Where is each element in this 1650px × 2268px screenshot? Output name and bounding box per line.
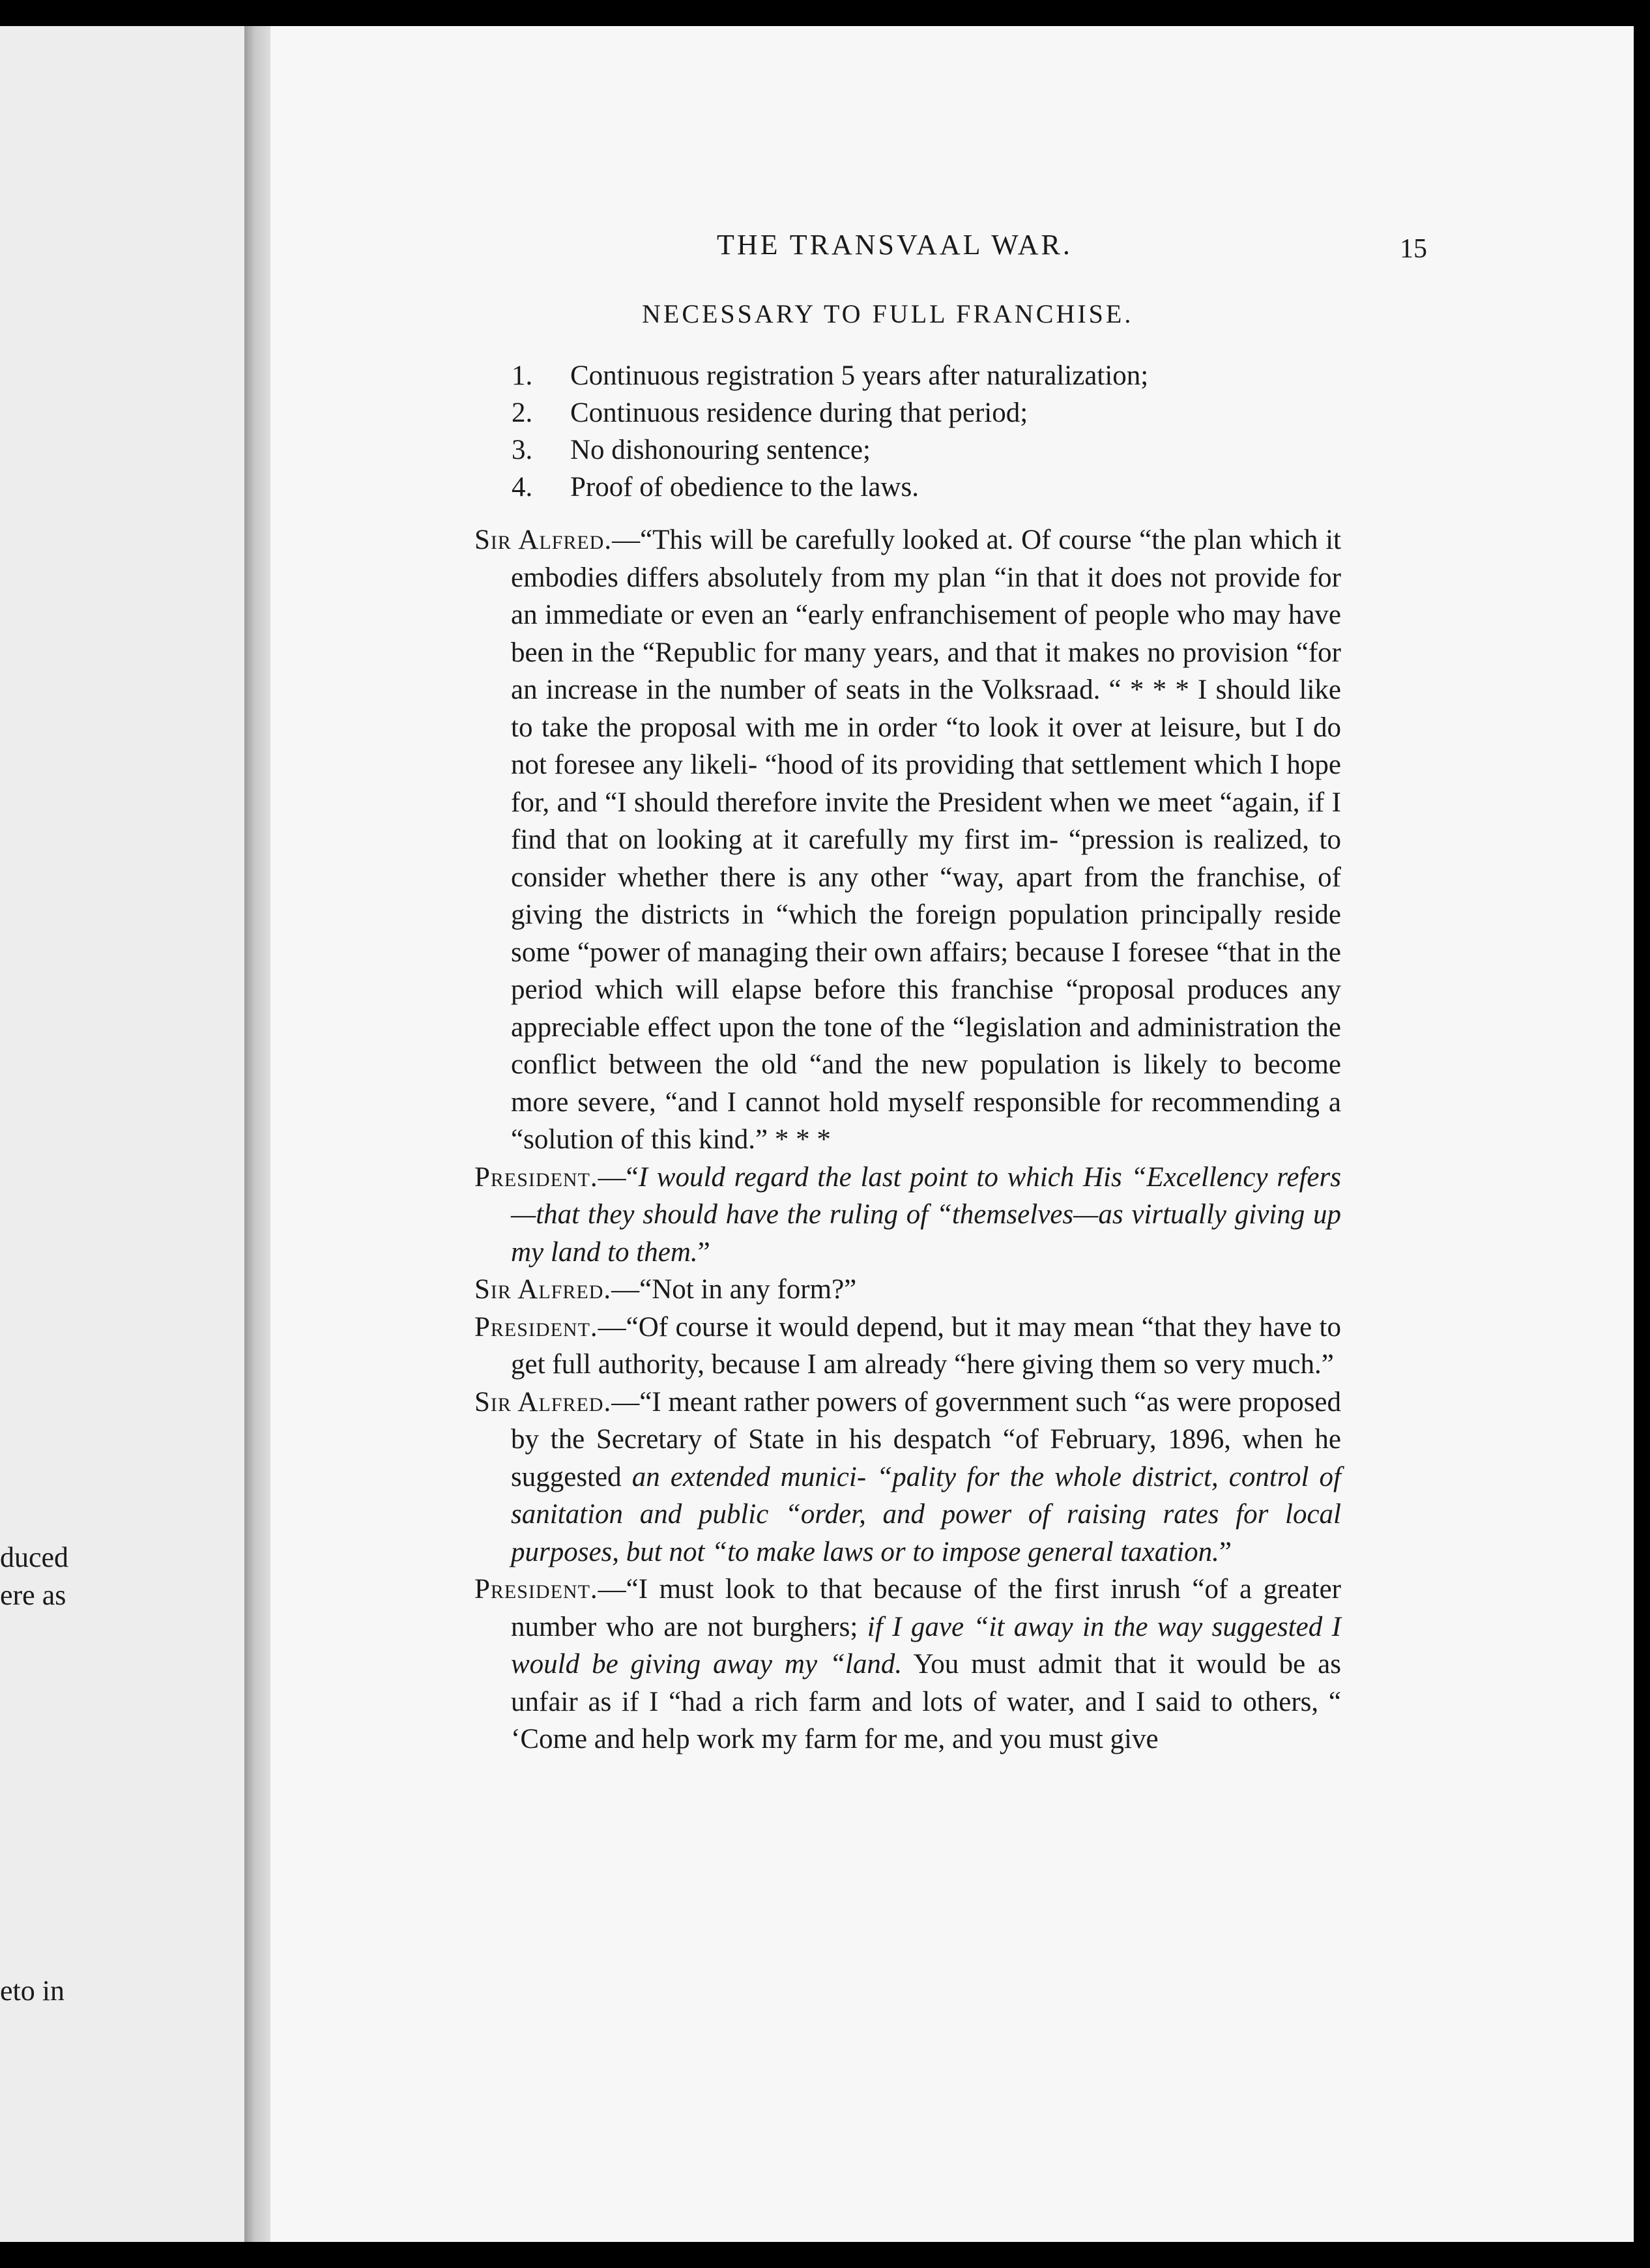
page-number: 15 [1400,234,1427,264]
left-page-fragment: duced [0,1541,69,1573]
scan-bottom-border [0,2242,1650,2268]
speech-paragraph [474,521,1341,1159]
speech-text: ” [1219,1536,1232,1567]
speaker-name: Sir Alfred. [474,1386,612,1418]
speaker-name: Sir Alfred. [474,1274,612,1305]
list-text: Proof of obedience to the laws. [570,472,919,502]
speaker-name: President. [474,1311,598,1343]
section-heading: NECESSARY TO FULL FRANCHISE. [642,299,1134,328]
list-text: Continuous residence during that period; [570,398,1028,428]
left-page-fragment: ere as [0,1579,66,1611]
requirements-list [512,357,1148,506]
list-item [512,394,1148,431]
speech-text-italic: I would regard the last point to which His “Excellency refers—that they should have the ruling of “themselves—as virtually giving up my land to them. [511,1161,1341,1268]
speech-text: —“This will be carefully looked at. Of course “the plan which it embodies differs absolutely from my plan “in that it does not provide for an immediate or even an “early enfranchisement of people who may have been in the “Republic for many years, and that it makes no provision “for an increase in the number of seats in the Volksraad. “ * * * I should like to take the proposal with me in order “to look it over at leisure, but I do not foresee any likeli- “hood of its providing that settlement which I hope for, and “I should therefore invite the President when we meet “again, if I find that on looking at it carefully my first im- “pression is realized, to consider whether there is any other “way, apart from the franchise, of giving the districts in “which the foreign population principally reside some “power of managing their own affairs; because I foresee “that in the period which will elapse before this franchise “proposal produces any appreciable effect upon the tone of the “legislation and administration the conflict between the old “and the new population is likely to become more severe, “and I cannot hold myself responsible for recommending a “solution of this kind.” * * * [511,525,1341,1155]
speech-text: —“I meant rather powers of government such “as were proposed by the Secretary of State in his despatch “of February, 1896, when he suggested [511,1386,1341,1492]
speech-text: —“Not in any form?” [611,1274,857,1305]
book-spine [244,26,270,2242]
speech-paragraph [474,1571,1341,1758]
list-number: 3. [512,435,533,465]
speech-text: —“Of course it would depend, but it may mean “that they have to get full authority, because I am already “here giving them so very much.” [511,1311,1341,1380]
speaker-name: President. [474,1574,598,1605]
list-item [512,469,1148,506]
speech-paragraph [474,1384,1341,1571]
speaker-name: President. [474,1161,598,1193]
dialogue-body [474,521,1341,1758]
list-text: Continuous registration 5 years after naturalization; [570,360,1149,391]
left-page [0,26,244,2242]
speech-text-italic: an extended munici- “pality for the whole district, control of sanitation and public “order, and power of raising rates for local purposes, but not “to make laws or to impose general taxation. [511,1461,1342,1567]
speech-paragraph [474,1309,1341,1384]
speech-paragraph [474,1159,1341,1272]
list-text: No dishonouring sentence; [570,435,871,465]
list-number: 4. [512,472,533,502]
list-item [512,357,1148,394]
speech-text: ” [697,1236,710,1268]
list-number: 2. [512,398,533,428]
list-number: 1. [512,360,533,391]
left-page-fragment: eto in [0,1975,65,2007]
speech-text: —“ [598,1161,639,1193]
running-header: THE TRANSVAAL WAR. [717,229,1073,261]
speech-text-italic: if I gave “it away in the way suggested I would be giving away my “land. [511,1611,1341,1679]
speech-text: —“I must look to that because of the first inrush “of a greater number who are not burghers; [511,1574,1341,1642]
list-item [512,431,1148,469]
speaker-name: Sir Alfred. [474,525,613,555]
speech-paragraph [474,1271,1341,1309]
speech-text: You must admit that it would be as unfair as if I “had a rich farm and lots of water, and I said to others, “ ‘Come and help work my farm for me, and you must give [511,1649,1341,1754]
